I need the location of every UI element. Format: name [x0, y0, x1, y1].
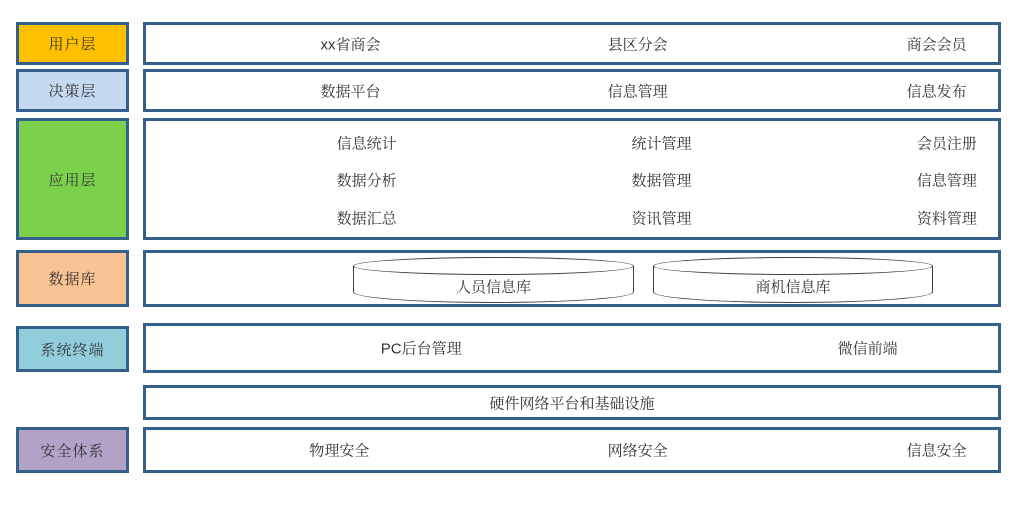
provincial-chamber-item: xx省商会 — [320, 36, 381, 53]
wechat-frontend-item: 微信前端 — [837, 340, 898, 358]
application-layer-row — [143, 118, 1001, 240]
business-opportunity-db-label: 商机信息库 — [755, 278, 831, 296]
business-opportunity-db-cylinder — [653, 266, 933, 303]
layer-label-terminal: 系统终端 — [16, 326, 129, 372]
physical-security-item: 物理安全 — [309, 442, 370, 460]
data-summary-item: 数据汇总 — [336, 210, 397, 228]
info-publish-item: 信息发布 — [906, 83, 967, 100]
terminal-layer-row — [143, 323, 1001, 373]
network-security-item: 网络安全 — [607, 442, 668, 460]
chamber-member-item: 商会会员 — [906, 36, 967, 53]
personnel-info-db-label: 人员信息库 — [455, 278, 531, 296]
layer-label-database: 数据库 — [16, 250, 129, 307]
user-layer-row — [143, 22, 1001, 65]
data-analysis-item: 数据分析 — [336, 172, 397, 190]
decision-layer-row — [143, 69, 1001, 112]
info-management-item: 信息管理 — [607, 83, 668, 100]
statistics-management-item: 统计管理 — [631, 135, 692, 153]
material-management-item: 资料管理 — [916, 210, 977, 228]
info-statistics-item: 信息统计 — [336, 135, 397, 153]
data-platform-item: 数据平台 — [320, 83, 381, 100]
info-security-item: 信息安全 — [906, 442, 967, 460]
layer-label-security: 安全体系 — [16, 427, 129, 473]
county-district-branch-item: 县区分会 — [607, 36, 668, 53]
database-layer-row — [143, 250, 1001, 307]
infrastructure-row — [143, 385, 1001, 420]
pc-backend-management-item: PC后台管理 — [380, 340, 462, 358]
layer-label-application: 应用层 — [16, 118, 129, 240]
member-registration-item: 会员注册 — [916, 135, 977, 153]
security-layer-row — [143, 427, 1001, 473]
layer-label-decision: 决策层 — [16, 69, 129, 112]
info-management-app-item: 信息管理 — [916, 172, 977, 190]
data-management-item: 数据管理 — [631, 172, 692, 190]
hardware-network-platform-item: 硬件网络平台和基础设施 — [489, 395, 655, 412]
news-management-item: 资讯管理 — [631, 210, 692, 228]
personnel-info-db-cylinder — [353, 266, 634, 303]
layer-label-user: 用户层 — [16, 22, 129, 65]
